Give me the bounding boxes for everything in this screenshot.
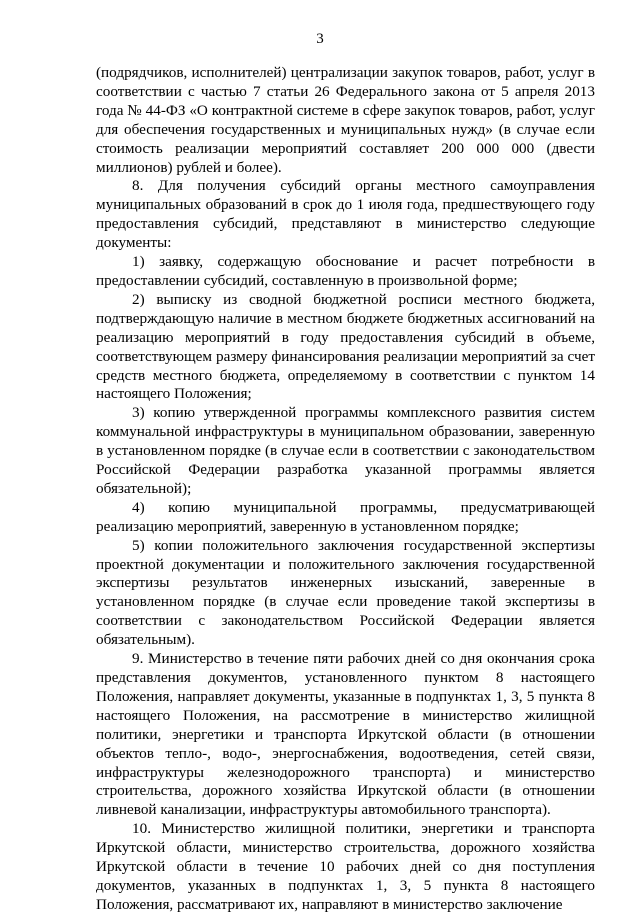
page-number: 3 bbox=[316, 31, 324, 47]
subitem-4: 4) копию муниципальной программы, предусматривающей реализацию мероприятий, заверенную в установленном порядке; bbox=[96, 498, 595, 535]
paragraph-item-8: 8. Для получения субсидий органы местного самоуправления муниципальных образований в срок до 1 июля года, предшествующего году предоставления субсидий, представляют в министерство следующие документы: bbox=[96, 177, 595, 252]
paragraph-continuation: (подрядчиков, исполнителей) централизации закупок товаров, работ, услуг в соответствии с частью 7 статьи 26 Федерального закона от 5 апреля 2013 года № 44-ФЗ «О контрактной системе в сфере закупок товаров, работ, услуг для обеспечения государственных и муниципальных нужд» (в случае если стоимость реализации мероприятий составляет 200 000 000 (двести миллионов) рублей и более). bbox=[96, 64, 595, 176]
subitem-1: 1) заявку, содержащую обоснование и расчет потребности в предоставлении субсидий, составленную в произвольной форме; bbox=[96, 253, 595, 289]
paragraph-item-10: 10. Министерство жилищной политики, энергетики и транспорта Иркутской области, министерство строительства, дорожного хозяйства Иркутской области в течение 10 рабочих дней со дня поступления документов, указанных в подпунктах 1, 3, 5 пункта 8 настоящего Положения, рассматривают их, направляют в министерство заключение bbox=[96, 820, 595, 913]
subitem-3: 3) копию утвержденной программы комплексного развития систем коммунальной инфраструктуры в муниципальном образовании, заверенную в установленном порядке (в случае если в соответствии с законодательством Российской Федерации разработка указанной программы является обязательной); bbox=[96, 404, 595, 497]
document-body bbox=[96, 64, 595, 915]
subitem-2: 2) выписку из сводной бюджетной росписи местного бюджета, подтверждающую наличие в местном бюджете бюджетных ассигнований на реализацию мероприятий в году предоставления субсидий в объеме, соответствующем размеру финансирования реализации мероприятий за счет средств местного бюджета, определяемому в соответствии с пунктом 14 настоящего Положения; bbox=[96, 290, 595, 403]
paragraph-item-9: 9. Министерство в течение пяти рабочих дней со дня окончания срока представления документов, установленного пунктом 8 настоящего Положения, направляет документы, указанные в подпунктах 1, 3, 5 пункта 8 настоящего Положения, на рассмотрение в министерство жилищной политики, энергетики и транспорта Иркутской области (в отношении объектов тепло-, водо-, энергоснабжения, водоотведения, сетей связи, инфраструктуры железнодорожного транспорта) и министерство строительства, дорожного хозяйства Иркутской области (в отношении ливневой канализации, инфраструктуры автомобильного транспорта). bbox=[96, 650, 595, 819]
subitem-5: 5) копии положительного заключения государственной экспертизы проектной документации и положительного заключения государственной экспертизы результатов инженерных изысканий, заверенные в установленном порядке (в случае если проведение такой экспертизы в соответствии с законодательством Российской Федерации является обязательным). bbox=[96, 536, 595, 649]
